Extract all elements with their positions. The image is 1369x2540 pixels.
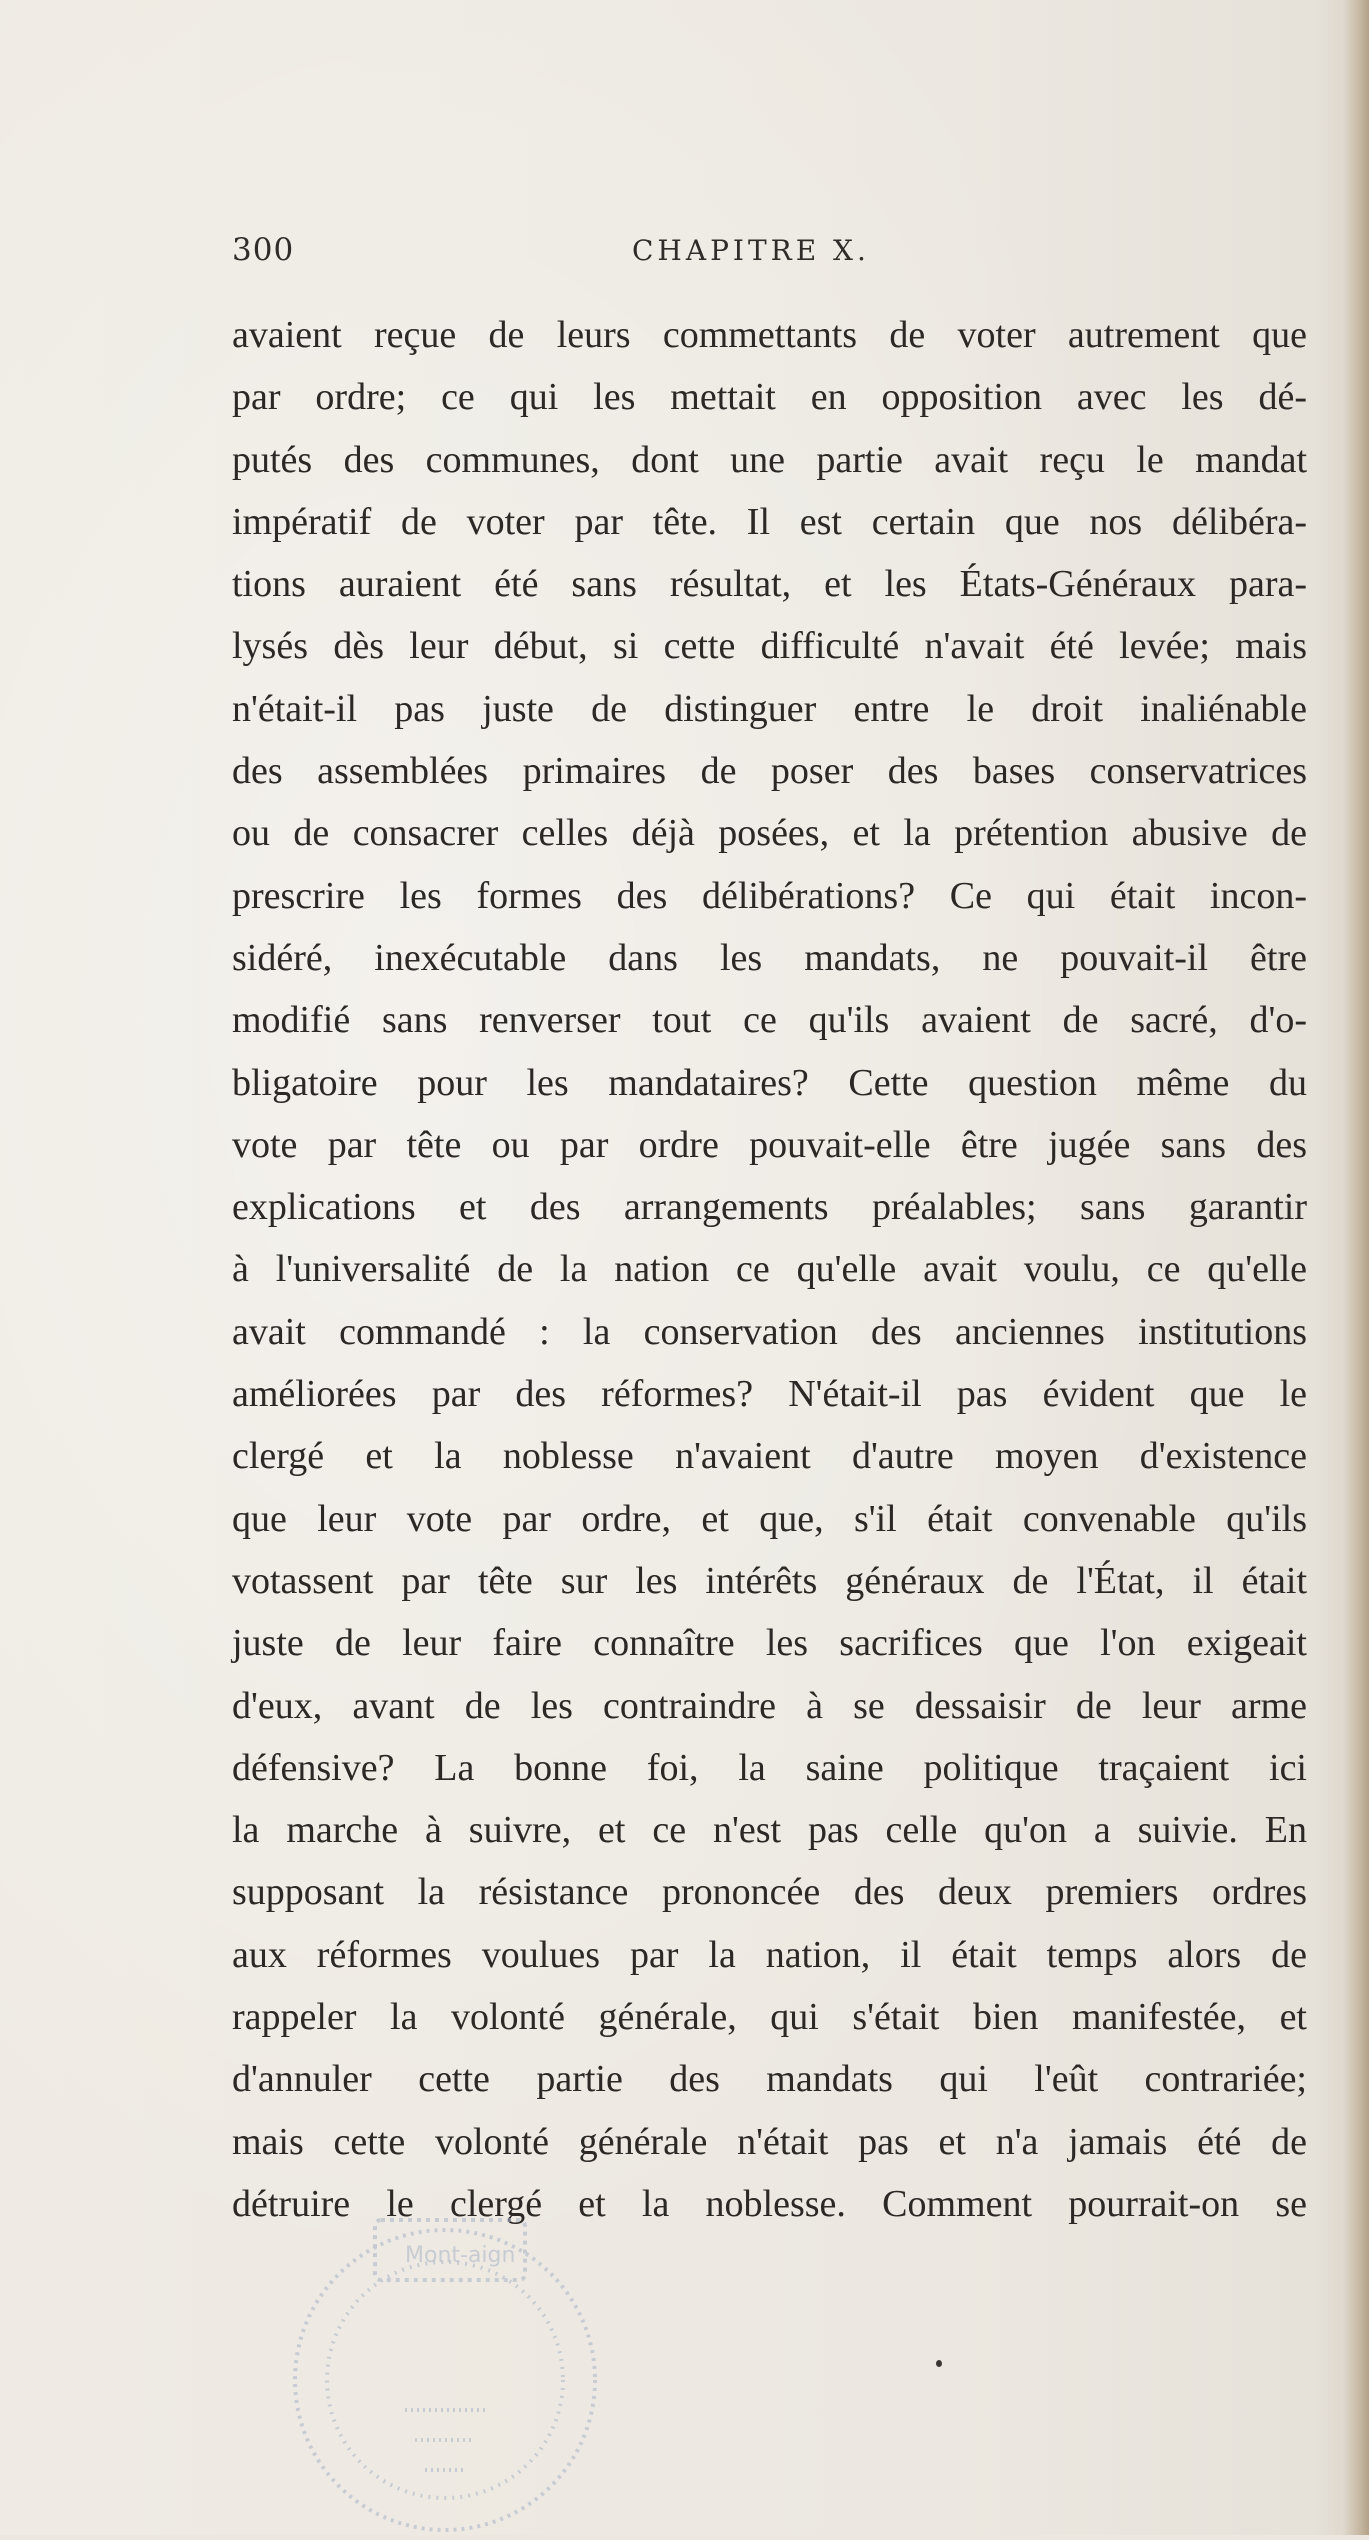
text-line: ou de consacrer celles déjà posées, et la prétention abusive de [232, 812, 1307, 855]
text-line: lysés dès leur début, si cette difficulté n'avait été levée; mais [232, 625, 1307, 668]
text-line: modifié sans renverser tout ce qu'ils avaient de sacré, d'o- [232, 999, 1307, 1042]
text-line: sidéré, inexécutable dans les mandats, ne pouvait-il être [232, 936, 1307, 979]
text-line: d'eux, avant de les contraindre à se dessaisir de leur arme [232, 1684, 1307, 1727]
text-line: juste de leur faire connaître les sacrifices que l'on exigeait [232, 1622, 1307, 1665]
text-line: avait commandé : la conservation des anciennes institutions [232, 1310, 1307, 1353]
text-line: des assemblées primaires de poser des bases conservatrices [232, 750, 1307, 793]
text-line: clergé et la noblesse n'avaient d'autre moyen d'existence [232, 1435, 1307, 1478]
text-line: prescrire les formes des délibérations? Ce qui était incon- [232, 874, 1307, 917]
text-line: à l'universalité de la nation ce qu'elle avait voulu, ce qu'elle [232, 1248, 1307, 1291]
text-line: la marche à suivre, et ce n'est pas celle qu'on a suivie. En [232, 1809, 1307, 1852]
chapter-title: CHAPITRE X. [632, 234, 870, 267]
text-line: n'était-il pas juste de distinguer entre le droit inaliénable [232, 687, 1307, 730]
page-number: 300 [232, 232, 295, 268]
text-line: mais cette volonté générale n'était pas et n'a jamais été de [232, 2120, 1307, 2163]
text-line: bligatoire pour les mandataires? Cette question même du [232, 1061, 1307, 1104]
text-line: rappeler la volonté générale, qui s'était bien manifestée, et [232, 1996, 1307, 2039]
text-line: impératif de voter par tête. Il est certain que nos délibéra- [232, 500, 1307, 543]
text-line: défensive? La bonne foi, la saine politique traçaient ici [232, 1746, 1307, 1789]
text-line: vote par tête ou par ordre pouvait-elle être jugée sans des [232, 1123, 1307, 1166]
body-text [232, 304, 1307, 2235]
text-line: améliorées par des réformes? N'était-il pas évident que le [232, 1373, 1307, 1416]
page-edge-shadow [1343, 0, 1369, 2535]
ink-speck [936, 2360, 942, 2367]
text-line: avaient reçue de leurs commettants de voter autrement que [232, 314, 1307, 356]
text-line: supposant la résistance prononcée des deux premiers ordres [232, 1871, 1307, 1914]
text-line: votassent par tête sur les intérêts généraux de l'État, il était [232, 1559, 1307, 1602]
text-line: d'annuler cette partie des mandats qui l'eût contrariée; [232, 2058, 1307, 2101]
library-stamp [255, 2180, 635, 2540]
stamp-text: Mont-aign [405, 2243, 516, 2268]
text-line: détruire le clergé et la noblesse. Comment pourrait-on se [232, 2182, 1307, 2225]
text-line: par ordre; ce qui les mettait en opposition avec les dé- [232, 376, 1307, 419]
text-line: explications et des arrangements préalables; sans garantir [232, 1186, 1307, 1229]
text-line: aux réformes voulues par la nation, il était temps alors de [232, 1933, 1307, 1976]
text-line: tions auraient été sans résultat, et les États-Généraux para- [232, 563, 1307, 606]
running-header [232, 232, 1312, 272]
text-line: putés des communes, dont une partie avait reçu le mandat [232, 438, 1307, 481]
text-line: que leur vote par ordre, et que, s'il était convenable qu'ils [232, 1497, 1307, 1540]
